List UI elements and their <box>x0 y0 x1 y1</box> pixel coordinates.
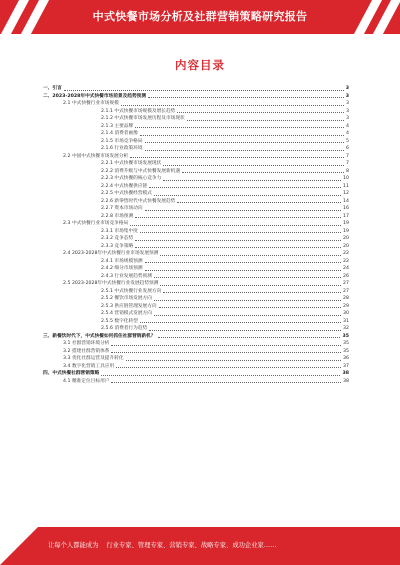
toc-entry-page: 3 <box>346 108 349 114</box>
toc-leader-dots <box>154 276 341 278</box>
footer-corner-decoration <box>0 527 38 565</box>
toc-entry-label: 2.3.3 竞争策略 <box>101 243 134 249</box>
toc-entry[interactable] <box>43 303 349 311</box>
toc-entry-label: 3.1 社群营销环境分析 <box>63 341 110 346</box>
header-banner <box>0 0 400 34</box>
toc-entry-label: 2.1.5 市场竞争格局 <box>101 138 143 144</box>
toc-entry-page: 12 <box>343 191 349 196</box>
toc-entry-label: 2.5.6 消费者行为趋势 <box>101 326 148 331</box>
toc-leader-dots <box>145 149 344 151</box>
toc-heading: 内容目录 <box>175 58 225 72</box>
toc-entry-label: 2.2.6 新零售时代中式快餐发展趋势 <box>101 198 176 204</box>
toc-entry-page: 7 <box>346 153 349 159</box>
toc-leader-dots <box>149 329 341 331</box>
toc-leader-dots <box>111 381 341 383</box>
toc-entry-label: 2.4.3 行业发展趋势预测 <box>101 273 152 279</box>
toc-leader-dots <box>160 254 341 256</box>
toc-leader-dots <box>101 374 340 376</box>
toc-leader-dots <box>154 194 341 196</box>
toc-leader-dots <box>145 269 341 271</box>
toc-entry-page: 24 <box>343 266 349 271</box>
toc-entry-page: 5 <box>346 138 349 144</box>
toc-entry-page: 27 <box>343 288 349 294</box>
toc-entry[interactable] <box>43 168 349 176</box>
toc-entry-page: 3 <box>346 101 349 106</box>
toc-leader-dots <box>148 96 344 98</box>
toc-entry-label: 2.5.4 营销模式发展方向 <box>101 311 152 316</box>
toc-entry-label: 2.2.4 中式快餐供应链 <box>101 183 148 189</box>
toc-leader-dots <box>140 321 341 323</box>
toc-entry[interactable] <box>43 175 349 183</box>
toc-entry-label: 二、2023-2028年中式快餐市场前景及趋势预测 <box>43 93 147 99</box>
toc-leader-dots <box>111 351 341 353</box>
toc-entry-label: 3.4 数字化营销工具应用 <box>63 363 115 369</box>
toc-entry-label: 2.5.2 餐饮市场发展方向 <box>101 296 152 301</box>
toc-leader-dots <box>130 156 344 158</box>
toc-entry-label: 2.5.1 中式快餐行业发展方向 <box>101 288 162 294</box>
toc-entry-page: 6 <box>346 146 349 151</box>
toc-entry[interactable] <box>43 213 349 221</box>
toc-entry-label: 2.2.7 资本市场动向 <box>101 206 143 211</box>
toc-entry-page: 22 <box>343 258 349 264</box>
toc-entry[interactable] <box>43 273 349 281</box>
toc-entry[interactable] <box>43 355 349 363</box>
report-title: 中式快餐市场分析及社群营销策略研究报告 <box>92 10 308 23</box>
toc-entry-label: 2.5 2023-2028年中式快餐行业发展趋势预测 <box>63 281 159 286</box>
toc-entry[interactable] <box>43 160 349 168</box>
toc-entry-page: 8 <box>346 168 349 174</box>
toc-entry[interactable] <box>43 145 349 153</box>
toc-entry[interactable] <box>43 235 349 243</box>
toc-entry-page: 20 <box>343 236 349 241</box>
toc-entry-label: 2.2.5 中式快餐经营模式 <box>101 191 152 196</box>
toc-leader-dots <box>177 111 344 113</box>
toc-entry-page: 7 <box>346 161 349 166</box>
toc-entry-label: 四、中式快餐社群营销策略 <box>43 371 100 376</box>
toc-entry-label: 2.3.2 竞争态势 <box>101 236 134 241</box>
toc-entry-label: 3.3 优化社群运营及提升转化 <box>63 356 124 361</box>
toc-entry[interactable] <box>43 333 349 341</box>
toc-leader-dots <box>158 336 341 338</box>
footer-slogan-tagline: 行业专家、管理专家、营销专家、战略专家、成功企业家…… <box>106 542 277 549</box>
toc-entry-page: 22 <box>343 251 349 256</box>
toc-entry-label: 2.2.8 市场预测 <box>101 213 134 219</box>
toc-entry[interactable] <box>43 295 349 303</box>
toc-entry-label: 2.1.3 主要品牌 <box>101 123 134 129</box>
toc-entry-page: 38 <box>343 378 349 384</box>
toc-entry[interactable] <box>43 258 349 266</box>
toc-entry-page: 20 <box>343 243 349 249</box>
toc-leader-dots <box>145 141 344 143</box>
toc-entry-label: 2.2 中国中式快餐市场发展分析 <box>63 153 129 159</box>
toc-entry-label: 2.1 中式快餐行业市场规模 <box>63 101 119 106</box>
toc-leader-dots <box>154 299 341 301</box>
toc-entry[interactable] <box>43 370 349 378</box>
toc-entry-label: 2.2.2 消费升级与中式快餐发展新机遇 <box>101 168 181 174</box>
toc-entry[interactable] <box>43 100 349 108</box>
toc-entry-label: 2.3 中式快餐行业市场竞争格局 <box>63 221 129 226</box>
toc-entry-label: 2.4.2 细分市场预测 <box>101 266 143 271</box>
toc-entry-page: 4 <box>346 123 349 129</box>
toc-leader-dots <box>135 239 341 241</box>
toc-entry-label: 一、引言 <box>43 86 62 91</box>
toc-entry[interactable] <box>43 243 349 251</box>
toc-leader-dots <box>111 344 341 346</box>
toc-leader-dots <box>145 209 341 211</box>
toc-entry-label: 2.1.2 中式快餐市场发展历程及市场现状 <box>101 116 185 121</box>
toc-entry[interactable] <box>43 123 349 131</box>
toc-entry[interactable] <box>43 325 349 333</box>
toc-entry-page: 35 <box>343 348 349 354</box>
toc-entry-page: 16 <box>343 206 349 211</box>
toc-entry[interactable] <box>43 85 349 93</box>
toc-leader-dots <box>163 164 344 166</box>
toc-entry[interactable] <box>43 183 349 191</box>
toc-leader-dots <box>135 216 341 218</box>
toc-entry[interactable] <box>43 190 349 198</box>
toc-leader-dots <box>163 179 341 181</box>
toc-entry[interactable] <box>43 310 349 318</box>
toc-entry-label: 2.1.6 行业政策环境 <box>101 146 143 151</box>
toc-entry[interactable] <box>43 288 349 296</box>
toc-entry-page: 35 <box>342 333 349 339</box>
toc-entry-page: 28 <box>343 296 349 301</box>
toc-entry[interactable] <box>43 348 349 356</box>
toc-entry-page: 26 <box>343 273 349 279</box>
toc-leader-dots <box>135 126 344 128</box>
toc-entry[interactable] <box>43 265 349 273</box>
toc-entry-page: 19 <box>343 221 349 226</box>
toc-entry-label: 3.2 搭建社群营销体系 <box>63 348 110 354</box>
toc-entry[interactable] <box>43 378 349 386</box>
toc-entry-page: 38 <box>342 371 349 376</box>
toc-entry-label: 三、新餐饮时代下，中式快餐如何抓住社群营销新机？ <box>43 333 156 339</box>
toc-entry-page: 35 <box>343 341 349 346</box>
toc-leader-dots <box>116 366 341 368</box>
footer-slogan <box>48 527 276 565</box>
toc-entry-page: 36 <box>343 356 349 361</box>
toc-entry-label: 2.2.3 中式快餐的核心竞争力 <box>101 176 162 181</box>
toc-entry-page: 17 <box>343 213 349 219</box>
footer-banner <box>0 527 400 565</box>
toc-entry-label: 2.4 2023-2028年中式快餐行业市场发展预测 <box>63 251 159 256</box>
toc-entry-page: 3 <box>345 93 349 99</box>
toc-entry-page: 31 <box>343 318 349 324</box>
toc-entry[interactable] <box>43 153 349 161</box>
toc-entry-label: 2.2.1 中式快餐市场发展现状 <box>101 161 162 166</box>
toc-leader-dots <box>160 284 341 286</box>
toc-leader-dots <box>149 186 341 188</box>
toc-entry-page: 11 <box>343 183 349 189</box>
toc-entry-label: 4.1 精准定位目标用户 <box>63 378 110 384</box>
toc-entry-page: 3 <box>346 116 349 121</box>
toc-entry[interactable] <box>43 280 349 288</box>
toc-entry-page: 19 <box>343 228 349 234</box>
toc-entry[interactable] <box>43 108 349 116</box>
toc-entry-page: 30 <box>343 311 349 316</box>
toc-entry-page: 32 <box>343 326 349 331</box>
toc-leader-dots <box>154 314 341 316</box>
toc-entry-label: 2.5.3 供应链管理发展方向 <box>101 303 157 309</box>
toc-entry-page: 10 <box>343 176 349 181</box>
toc-leader-dots <box>163 291 341 293</box>
toc-leader-dots <box>145 261 341 263</box>
toc-entry[interactable] <box>43 318 349 326</box>
toc-entry-label: 2.3.1 市场集中度 <box>101 228 138 234</box>
toc-entry[interactable] <box>43 198 349 206</box>
toc-entry[interactable] <box>43 220 349 228</box>
toc-leader-dots <box>187 119 344 121</box>
toc-leader-dots <box>140 231 341 233</box>
toc-entry-page: 29 <box>343 303 349 309</box>
toc-entry-page: 14 <box>343 198 349 204</box>
toc-entry[interactable] <box>43 363 349 371</box>
toc-entry[interactable] <box>43 340 349 348</box>
toc-leader-dots <box>140 134 344 136</box>
toc-leader-dots <box>182 171 344 173</box>
toc-entry-page: 27 <box>343 281 349 286</box>
toc-entry[interactable] <box>43 115 349 123</box>
toc-leader-dots <box>64 89 344 91</box>
toc-entry-label: 2.1.4 消费者画像 <box>101 131 138 136</box>
toc-entry-label: 2.5.5 数字化转型 <box>101 318 138 324</box>
toc-entry-page: 3 <box>345 86 349 91</box>
toc-entry[interactable] <box>43 228 349 236</box>
toc-leader-dots <box>126 359 342 361</box>
table-of-contents <box>43 85 349 385</box>
toc-leader-dots <box>130 224 341 226</box>
toc-leader-dots <box>177 201 341 203</box>
toc-entry-page: 37 <box>343 363 349 369</box>
toc-entry[interactable] <box>43 93 349 101</box>
toc-entry-page: 4 <box>346 131 349 136</box>
footer-slogan-lead: 让每个人都能成为 <box>48 542 99 549</box>
toc-leader-dots <box>121 104 344 106</box>
toc-entry[interactable] <box>43 138 349 146</box>
toc-leader-dots <box>159 306 341 308</box>
toc-entry-label: 2.1.1 中式快餐市场规模及增长趋势 <box>101 108 176 114</box>
toc-entry[interactable] <box>43 130 349 138</box>
toc-entry[interactable] <box>43 250 349 258</box>
toc-leader-dots <box>135 246 341 248</box>
toc-entry[interactable] <box>43 205 349 213</box>
toc-entry-label: 2.4.1 市场规模预测 <box>101 258 143 264</box>
